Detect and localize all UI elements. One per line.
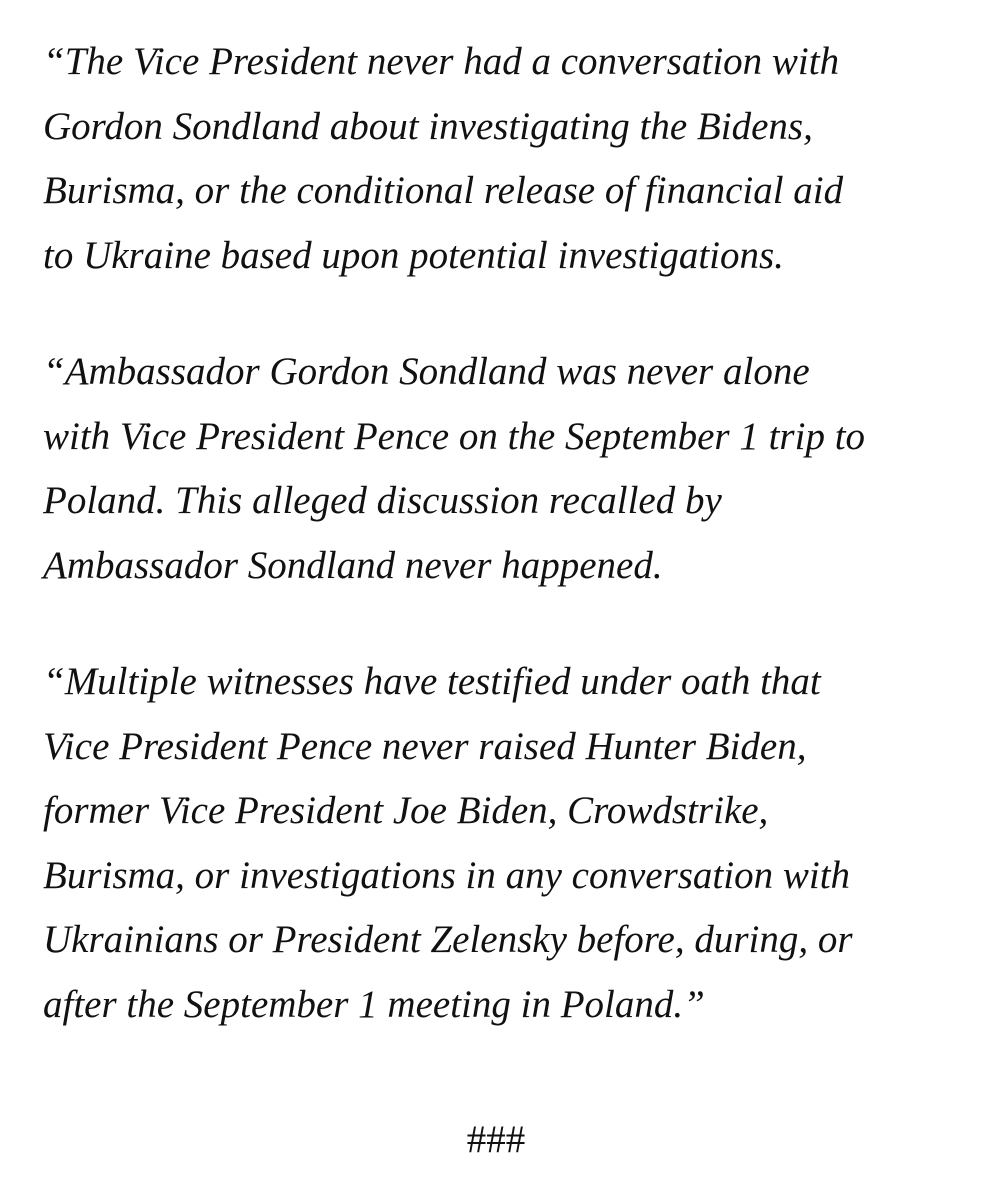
paragraph-never-alone: [43, 340, 952, 598]
text-line: to Ukraine based upon potential investigations.: [43, 233, 784, 277]
text-line: “The Vice President never had a conversation with: [43, 40, 840, 83]
text-line: “Ambassador Gordon Sondland was never alone: [43, 350, 810, 393]
text-line: Poland. This alleged discussion recalled by: [43, 479, 722, 522]
text-line: Gordon Sondland about investigating the Bidens,: [43, 104, 813, 148]
text-line: after the September 1 meeting in Poland.”: [43, 982, 705, 1026]
text-line: Vice President Pence never raised Hunter Biden,: [43, 724, 807, 768]
text-line: “Multiple witnesses have testified under oath that: [43, 660, 821, 703]
paragraph-witnesses-testified: [43, 650, 952, 1037]
text-line: Burisma, or the conditional release of financial aid: [43, 169, 844, 212]
end-of-release-mark: ###: [466, 1118, 526, 1161]
text-line: former Vice President Joe Biden, Crowdstrike,: [43, 789, 769, 832]
paragraph-vp-no-conversation: [43, 30, 952, 288]
text-line: Burisma, or investigations in any conversation with: [43, 853, 851, 897]
text-line: Ambassador Sondland never happened.: [43, 543, 663, 587]
text-line: Ukrainians or President Zelensky before, during, or: [43, 918, 853, 961]
text-line: with Vice President Pence on the September 1 trip to: [43, 414, 866, 458]
